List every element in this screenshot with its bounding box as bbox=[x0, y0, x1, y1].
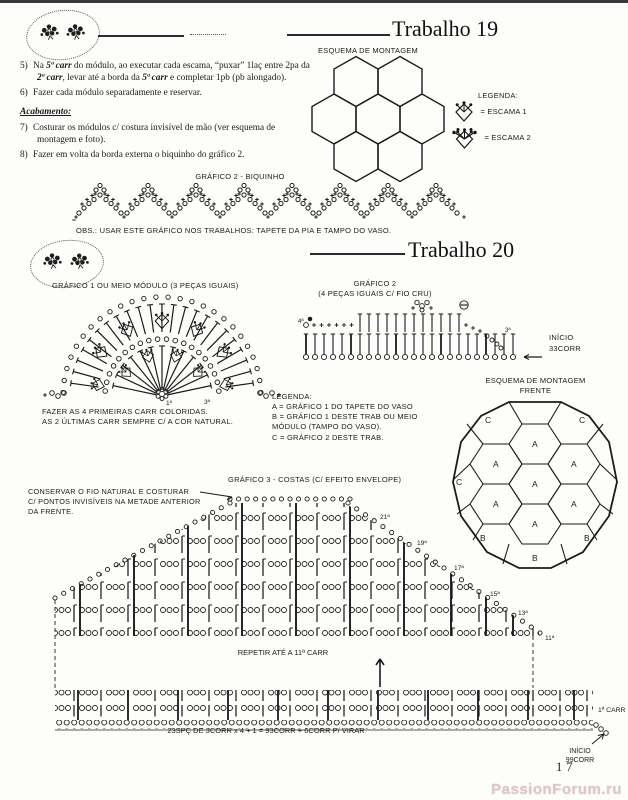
svg-text:INÍCIO: INÍCIO bbox=[569, 748, 591, 755]
fan-row3-label: 3ª bbox=[204, 399, 211, 406]
svg-text:A: A bbox=[571, 499, 577, 509]
escama2-label: = ESCAMA 2 bbox=[484, 132, 531, 142]
header-rule-dots bbox=[190, 34, 226, 35]
svg-text:19ª: 19ª bbox=[417, 540, 427, 547]
trabalho19-title: Trabalho 19 bbox=[392, 16, 499, 41]
fan-module-chart bbox=[38, 290, 286, 409]
grafico2-chart bbox=[296, 298, 546, 364]
page-number: 17 bbox=[556, 760, 577, 774]
step-5: 5) Na 5ª carr do módulo, ao executar cada escama, “puxar” 1laç entre 2pa da 2ª carr, levar até a borda da 5ª carr e completar 1pb (pb alongado). bbox=[20, 61, 310, 84]
svg-text:99CORR: 99CORR bbox=[565, 757, 595, 764]
svg-text:11ª: 11ª bbox=[545, 635, 555, 642]
svg-text:A: A bbox=[571, 459, 577, 469]
header-rule-left bbox=[98, 35, 184, 37]
escama1-label: = ESCAMA 1 bbox=[480, 106, 527, 116]
legenda-t20: LEGENDA: A = GRÁFICO 1 DO TAPETE DO VASO B = GRÁFICO 1 DESTE TRAB OU MEIO MÓDULO (TAMPO DO VASO). C = GRÁFICO 2 DESTE TRAB. bbox=[272, 392, 418, 442]
trabalho20-title: Trabalho 20 bbox=[408, 237, 515, 262]
svg-text:A: A bbox=[532, 479, 538, 489]
svg-text:B: B bbox=[532, 553, 538, 563]
g2-row4-label: 4ª bbox=[298, 319, 304, 325]
legenda-label-t19: LEGENDA: bbox=[478, 91, 518, 100]
escama2-icon bbox=[449, 126, 480, 150]
header-rule-title20 bbox=[310, 253, 405, 255]
grafico3-note: CONSERVAR O FIO NATURAL E COSTURAR C/ PONTOS INVISÍVEIS NA METADE ANTERIOR DA FRENTE. bbox=[28, 487, 201, 516]
fan-row1-label: 1ª bbox=[166, 400, 173, 407]
step-8: 8) Fazer em volta da borda externa o biquinho do gráfico 2. bbox=[20, 149, 245, 160]
acabamento-heading: Acabamento: bbox=[20, 107, 72, 118]
step-7: 7) Costurar os módulos c/ costura invisível de mão (ver esquema de montagem e foto). bbox=[20, 122, 276, 146]
grafico2-biquinho-title: GRÁFICO 2 - BIQUINHO bbox=[195, 172, 285, 181]
obs-note: OBS.: USAR ESTE GRÁFICO NOS TRABALHOS: TAPETE DA PIA E TAMPO DO VASO. bbox=[76, 226, 392, 235]
svg-text:13ª: 13ª bbox=[518, 610, 528, 617]
step-6: 6) Fazer cada módulo separadamente e reservar. bbox=[20, 87, 202, 98]
biquinho-chart bbox=[70, 182, 470, 224]
svg-text:C: C bbox=[456, 477, 463, 487]
escama1-icon bbox=[452, 101, 476, 123]
svg-text:A: A bbox=[493, 499, 499, 509]
svg-text:A: A bbox=[532, 519, 538, 529]
watermark: PassionForum.ru bbox=[491, 781, 622, 798]
back-chart bbox=[18, 484, 628, 784]
svg-text:23SPÇ DE 3CORR x 4 + 1 = 93COR: 23SPÇ DE 3CORR x 4 + 1 = 93CORR + 6CORR P/ VIRAR bbox=[167, 726, 365, 735]
svg-text:C: C bbox=[485, 415, 492, 425]
g2-inicio-label: INÍCIO 33CORR bbox=[549, 333, 581, 353]
svg-text:17ª: 17ª bbox=[454, 565, 464, 572]
instructions-t19 bbox=[20, 60, 316, 163]
svg-text:1ª CARR: 1ª CARR bbox=[598, 707, 626, 714]
grafico2-t20-title: GRÁFICO 2 (4 PEÇAS IGUAIS C/ FIO CRU) bbox=[318, 279, 432, 299]
svg-text:A: A bbox=[532, 439, 538, 449]
flower-badge-t19 bbox=[23, 6, 103, 65]
header-rule-title19 bbox=[287, 34, 390, 36]
svg-text:C: C bbox=[579, 415, 586, 425]
svg-text:21ª: 21ª bbox=[380, 514, 390, 521]
flower-cluster-icon bbox=[24, 7, 101, 63]
grafico3-title: GRÁFICO 3 - COSTAS (C/ EFEITO ENVELOPE) bbox=[228, 475, 402, 484]
svg-text:15ª: 15ª bbox=[490, 591, 500, 598]
svg-text:B: B bbox=[480, 533, 486, 543]
esquema-frente-title: ESQUEMA DE MONTAGEM FRENTE bbox=[485, 376, 586, 396]
legenda-item-escama1 bbox=[452, 101, 527, 123]
esquema-montagem-label-t19: ESQUEMA DE MONTAGEM bbox=[318, 46, 419, 55]
legenda-item-escama2 bbox=[449, 126, 531, 150]
svg-text:REPETIR ATÉ A 11ª CARR: REPETIR ATÉ A 11ª CARR bbox=[237, 648, 329, 657]
hexagon-assembly-diagram-t19 bbox=[308, 55, 448, 185]
grafico1-title: GRÁFICO 1 OU MEIO MÓDULO (3 PEÇAS IGUAIS) bbox=[52, 281, 239, 290]
svg-text:A: A bbox=[493, 459, 499, 469]
scan-edge bbox=[0, 0, 628, 3]
svg-text:B: B bbox=[584, 533, 590, 543]
grafico1-notes: FAZER AS 4 PRIMEIRAS CARR COLORIDAS. AS 2 ÚLTIMAS CARR SEMPRE C/ A COR NATURAL. bbox=[42, 407, 234, 427]
g2-row3-label: 3ª bbox=[505, 328, 511, 334]
